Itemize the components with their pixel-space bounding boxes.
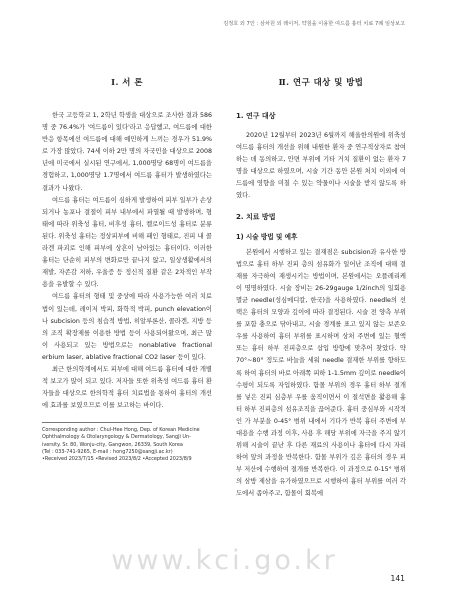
correspondence-line: (Tel : 033-741-9265, E-mail : hong7250@sangji.ac.kr)	[42, 448, 173, 455]
right-column	[236, 54, 406, 501]
correspondence-line: •Received 2023/7/15 •Revised 2023/8/2 •Accepted 2023/8/9	[42, 455, 192, 462]
subjects-paragraph: 2020년 12월부터 2023년 6월까지 해올한의원에 위축성 여드름 흉터의 개선을 위해 내원한 환자 중 연구적상자로 참여하는 데 동의하고, 안면 부위에 기타 거치 질환이 없는 환자 7명을 대상으로 하였으며, 시술 기간 동안 본원 처치 이외에 여드름에 영향을 미칠 수 있는 약물이나 시술을 받지 않도록 하였다.	[236, 132, 406, 200]
page-number: 141	[390, 574, 405, 583]
running-header: 김정호 외 7인 : 삼차원 외 레이저, 약침을 이용한 여드름 흉터 치료 7례 임상보고	[223, 21, 405, 27]
procedure-paragraph: 본원에서 시행하고 있는 결재점은 subcision과 유사한 방법으로 흉터 하부 진피 층의 섬유화가 일어난 조직에 대해 결재를 자극하여 재생시키는 방법이며, 본원에서는 오플레리케이 명명하였다. 시술 장비는 26-29gauge 1/2inch의 일회용 멸균 needle(성심메디칼, 한국)을 사용하였다. needle의 선택은 흉터의 모양과 깊이에 따라 결정된다. 시술 전 양측 부위를 포함 충으로 닦아내고, 시술 경계를 표고 있지 않는 보존오우를 사용하여 흉터 부위를 표시하며 상처 주변에 있는 혈액 또는 흉터 하부 진피층으로 삽입 방향에 맞추어 찾았다. 약 70°~80° 정도로 바늘을 세워 needle 결재한 부위를 향하도록 하여 흉터의 바로 아래쪽 피하 1-1.5mm 깊이로 needle이 수평이 되도록 자입하였다. 함몰 부위의 경우 흉터 하부 절개를 넣은 진피 심층부 우를 움직이면서 이 절석면을 활용해 흉터 하부 진피층의 섬유조직을 끊어준다. 흉터 중심부와 시작적인 가 부분을 0-45° 범위 내에서 기다가 반복 흉터 주변에 부대용을 수행 과정 이후, 사용 후 해당 부위에 자극을 주지 않기 위해 시술이 끝난 후 다른 재료의 사용이나 흉터에 다시 자리하여 앞의 과정을 반복한다. 함몰 부위가 깊은 흉터의 경우 피부 저산에 수행하여 절개를 반복한다. 이 과정으로 0-15° 범위의 삼방 제삼을 유가하였으므로 시행하여 흉터 부위를 여러 각도에서 좁아주고, 함몰이 회복에	[236, 248, 406, 498]
intro-paragraph: 최근 한의학계에서도 피부에 대해 여드름 흉터에 대한 개별적 보고가 많이 되고 있다. 저자들 또한 위축성 여드름 흉터 환자들을 대상으로 한의학적 흉터 치료법을 통하여 흉터의 개선에 효과를 보였으므로 이를 보고하는 바이다.	[42, 365, 212, 410]
correspondence-line: Ophthalmology & Otolaryngology & Dermatology, SangJi Un-	[42, 434, 191, 441]
intro-paragraph: 한국 고등학교 1, 2학년 학생을 대상으로 조사한 결과 586명 중 76.4%가 '여드름이 있다'라고 응답했고, 여드름에 대한 반응 항목에선 여드름에 대해 예민하게 느끼는 경우가 51.9%로 가장 많았다. 74세 이하 2만 명의 자국민을 대상으로 2008년에 미국에서 실시된 연구에서, 1,000명당 68명이 여드름을 경험하고, 1,000명당 1.7명에서 여드름 흉터가 발생하였다는 결과가 나왔다.	[42, 112, 212, 192]
intro-paragraph: 여드름 흉터는 여드름이 심하게 발생하여 피부 일부가 손상되거나 농포나 결절이 피부 내부에서 파열될 때 발생하며, 형태에 따라 위축성 흉터, 비후성 흉터, 켈로이드성 흉터로 분류된다. 위축성 흉터는 정상피부에 비해 패인 형태로, 진피 내 콜라겐 파괴로 인해 피부에 상흔이 남아있는 흉터이다. 이러한 흉터는 단순히 피부의 변화로만 끝나지 않고, 일상생활에서의 재발, 자존감 저하, 우울증 등 정신적 질환 같은 2차적인 부작용을 유발할 수 있다.	[42, 196, 212, 289]
correspondence-footnote	[42, 427, 212, 462]
subsection-heading: 1. 연구 대상	[236, 112, 276, 120]
introduction-title: Ⅰ. 서 론	[111, 77, 143, 87]
intro-paragraph: 여드름 흉터의 형태 및 중상에 따라 사용가능한 여러 치료법이 있는데, 레이저 박피, 화학적 박피, punch elevation이나 subcision 등의 침습적 방법, 히알루론산, 콜라겐, 지방 등의 조직 확장제를 이용한 방법 등이 사용되어왔으며, 최근 많이 사용되고 있는 방법으로는 nonablative fractional erbium laser, ablative fractional CO2 laser 등이 있다.	[42, 293, 212, 361]
watermark: www.kci.go.kr	[111, 545, 338, 576]
left-column	[42, 54, 212, 463]
correspondence-line: iversity. Sr. 80, Wonju-city, Gangwon, 26339, South Korea	[42, 441, 183, 448]
subsection-heading: 2. 치료 방법	[236, 212, 276, 221]
methods-title: Ⅱ. 연구 대상 및 방법	[278, 77, 364, 87]
correspondence-line: Corresponding author : Chul-Hee Hong, Dep. of Korean Medicine	[42, 427, 200, 434]
sub-subsection-heading: 1) 시술 방법 및 예후	[236, 232, 298, 241]
footnote-divider	[42, 422, 152, 423]
